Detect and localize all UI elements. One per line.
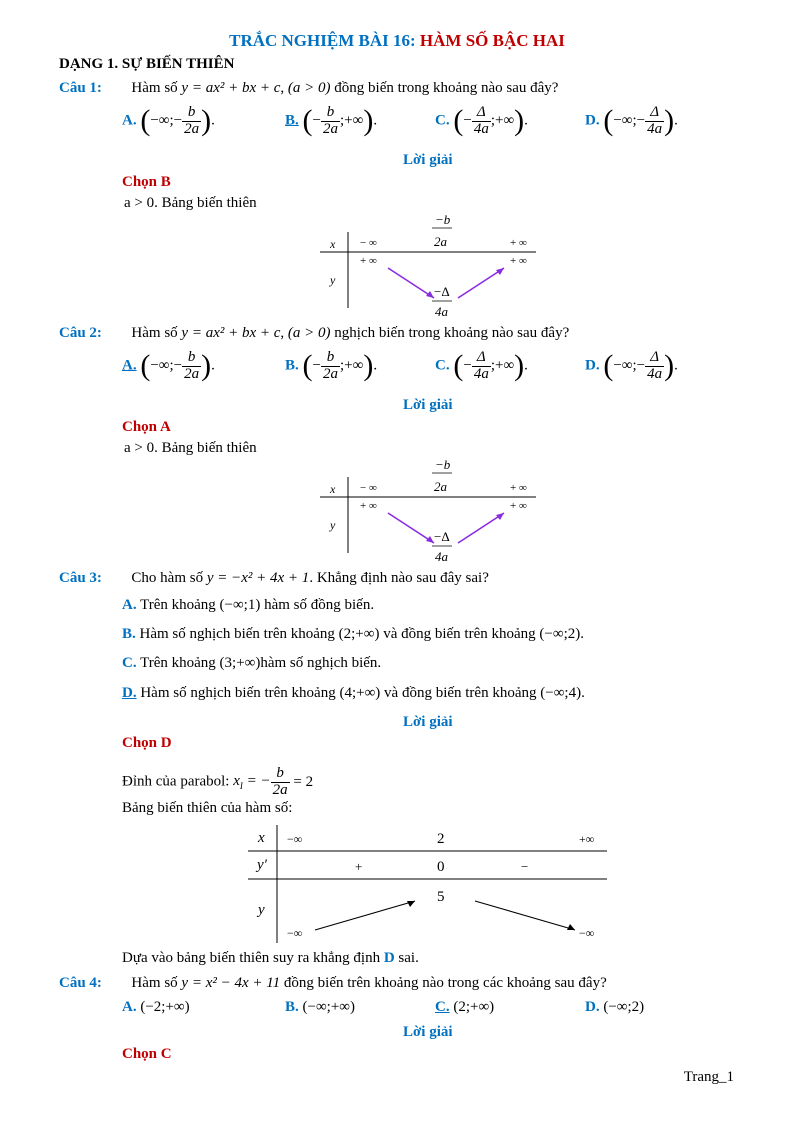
q1-option-d[interactable]: D. (−∞;− $\frac{\Delta}{4a}$ ). [585,103,678,137]
q2-variation-table [300,455,560,570]
q2-option-b[interactable]: B. (− $\frac{b}{2a}$ ;+∞). [285,348,378,382]
decreasing-arrow [475,901,575,930]
question-2-stem: Câu 2: Hàm số y = ax² + bx + c, (a > 0) nghịch biến trong khoảng nào sau đây? [59,325,570,341]
q4-option-b[interactable]: B. (−∞;+∞) [285,999,355,1015]
svg-text:x: x [258,830,265,846]
svg-text:4a: 4a [435,549,448,564]
q1-option-b[interactable]: B. (− $\frac{b}{2a}$ ;+∞). [285,103,378,137]
increasing-arrow [458,268,504,298]
svg-text:+ ∞: + ∞ [360,500,377,512]
q2-answer: Chọn A [122,419,171,435]
d-den: 4a [435,304,448,319]
q3-conclusion: Dựa vào bảng biến thiên suy ra khẳng định D sai. [122,950,419,966]
y-plus-inf-left: + ∞ [360,255,377,267]
q2-option-a[interactable]: A. (−∞;− $\frac{b}{2a}$ ). [122,348,215,382]
q1-answer: Chọn B [122,174,171,190]
svg-text:5: 5 [437,889,445,905]
question-1-stem: Câu 1: Hàm số y = ax² + bx + c, (a > 0) đồng biến trong khoảng nào sau đây? [59,80,559,96]
svg-text:+ ∞: + ∞ [510,482,527,494]
svg-text:− ∞: − ∞ [360,482,377,494]
d-num: −Δ [434,284,450,299]
q3-variation-table [245,825,610,945]
svg-text:+∞: +∞ [579,832,595,846]
svg-text:−: − [521,859,529,874]
q4-option-d[interactable]: D. (−∞;2) [585,999,645,1015]
q2-solution-heading: Lời giải [403,397,453,413]
q1-option-a[interactable]: A. (−∞;− $\frac{b}{2a}$ ). [122,103,215,137]
q2-option-d[interactable]: D. (−∞;− $\frac{\Delta}{4a}$ ). [585,348,678,382]
q3-answer: Chọn D [122,735,172,751]
x-label: x [330,237,336,251]
q1-note: a > 0. Bảng biến thiên [124,195,257,211]
svg-text:−Δ: −Δ [434,529,450,544]
page-title: TRẮC NGHIỆM BÀI 16: HÀM SỐ BẬC HAI [229,31,565,50]
svg-text:−∞: −∞ [579,926,595,940]
y-plus-inf-right: + ∞ [510,255,527,267]
svg-text:2a: 2a [434,479,447,494]
svg-text:y′: y′ [257,857,267,873]
q3-vertex: Đỉnh của parabol: $x_I$ = − $\frac{b}{2a}$ = 2 [122,765,314,798]
svg-text:0: 0 [437,859,445,875]
y-label: y [330,273,336,287]
q1-solution-heading: Lời giải [403,152,453,168]
q2-option-c[interactable]: C. (− $\frac{\Delta}{4a}$ ;+∞). [435,348,528,382]
q3-solution-heading: Lời giải [403,714,453,730]
q4-option-c[interactable]: C. (2;+∞) [435,999,495,1015]
q3-table-caption: Bảng biến thiên của hàm số: [122,800,293,816]
svg-text:−b: −b [435,457,451,472]
svg-text:x: x [330,482,336,496]
question-4-stem: Câu 4: Hàm số y = x² − 4x + 11 đồng biến trên khoảng nào trong các khoảng sau đây? [59,975,607,991]
svg-text:−∞: −∞ [287,926,303,940]
section-heading: DẠNG 1. SỰ BIẾN THIÊN [59,56,235,72]
svg-text:y: y [258,902,265,918]
q4-option-a[interactable]: A. (−2;+∞) [122,999,190,1015]
decreasing-arrow [388,513,434,543]
svg-text:−∞: −∞ [287,832,303,846]
svg-text:+ ∞: + ∞ [510,500,527,512]
x-plus-inf: + ∞ [510,237,527,249]
q4-answer: Chọn C [122,1046,172,1062]
q1-variation-table [300,210,560,320]
svg-text:y: y [330,518,336,532]
page-footer: Trang_1 [683,1069,734,1085]
svg-text:+: + [355,859,363,874]
question-3-stem: Câu 3: Cho hàm số y = −x² + 4x + 1. Khẳng định nào sau đây sai? [59,570,489,586]
q3-option-a[interactable]: A. Trên khoảng (−∞;1) hàm số đồng biến. [122,597,375,613]
decreasing-arrow [388,268,434,298]
increasing-arrow [315,901,415,930]
increasing-arrow [458,513,504,543]
b-num: −b [435,212,451,227]
q3-option-b[interactable]: B. Hàm số nghịch biến trên khoảng (2;+∞) và đồng biến trên khoảng (−∞;2). [122,626,584,642]
q2-note: a > 0. Bảng biến thiên [124,440,257,456]
svg-text:2: 2 [437,831,445,847]
x-minus-inf: − ∞ [360,237,377,249]
b-den: 2a [434,234,447,249]
q4-solution-heading: Lời giải [403,1024,453,1040]
q1-option-c[interactable]: C. (− $\frac{\Delta}{4a}$ ;+∞). [435,103,528,137]
q3-option-d[interactable]: D. Hàm số nghịch biến trên khoảng (4;+∞) và đồng biến trên khoảng (−∞;4). [122,685,585,701]
q3-option-c[interactable]: C. Trên khoảng (3;+∞)hàm số nghịch biến. [122,655,382,671]
